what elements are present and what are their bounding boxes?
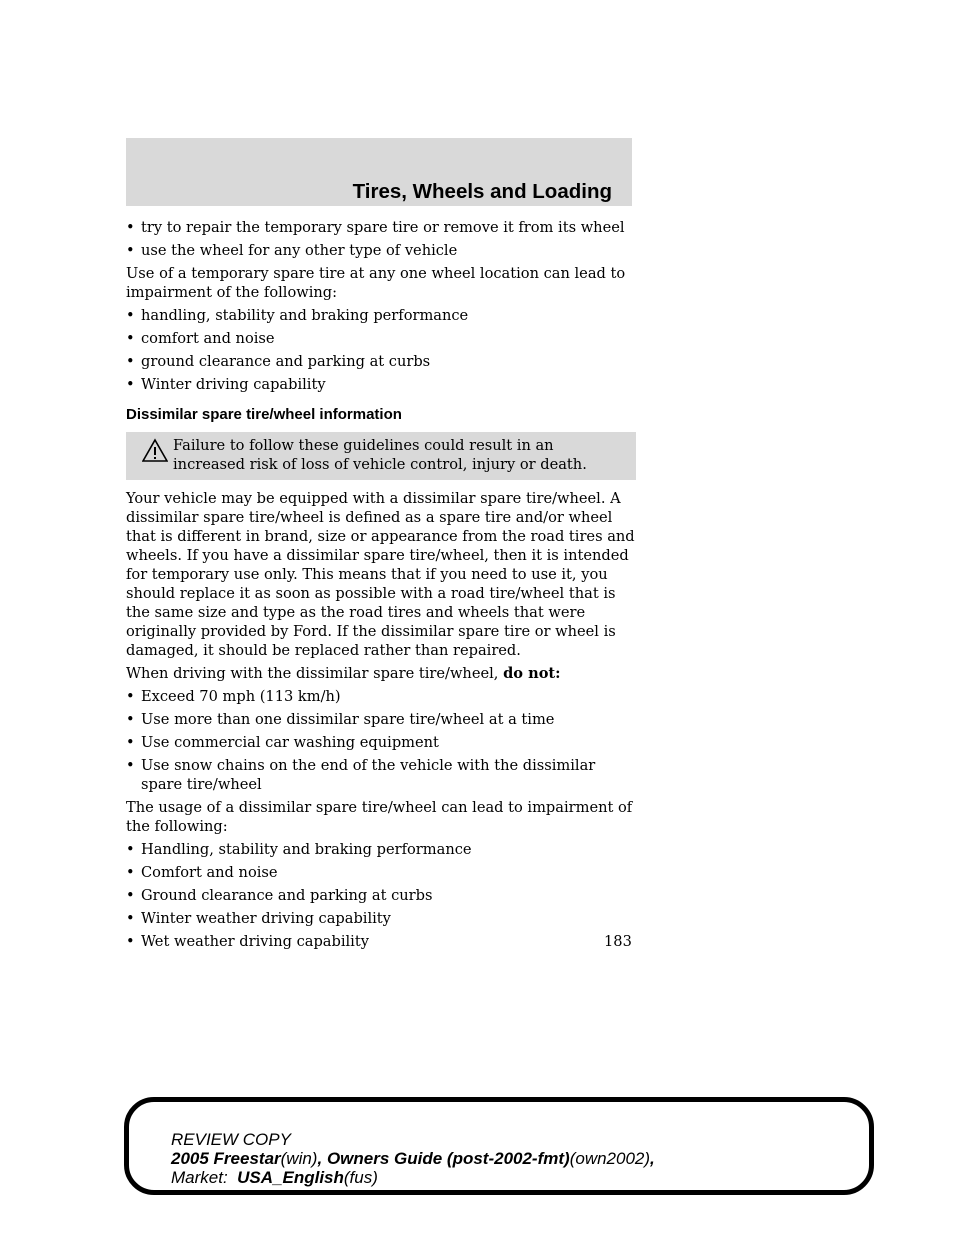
bullet-icon: • [126,910,135,927]
warning-triangle-icon [142,438,168,464]
list-item: • Use snow chains on the end of the vehicle with the dissimilar spare tire/wheel [126,757,596,793]
page-number: 183 [604,933,632,950]
bullet-icon: • [126,933,135,950]
bullet-icon: • [126,353,135,370]
bullet-icon: • [126,734,135,751]
dissimilar-paragraph: Your vehicle may be equipped with a dissimilar spare tire/wheel. A dissimilar spare tire/wheel is defined as a spare tire and/or wheel that is different in brand, size or appearance from the road tires and wheels. If you have a dissimilar spare tire/wheel, then it is intended for temporary use only. This means that if you need to use it, you should replace it as soon as possible with a road tire/wheel that is the same size and type as the road tires and wheels that were originally provided by Ford. If the dissimilar spare tire or wheel is damaged, it should be replaced rather than repaired. [126,490,635,659]
list-item: • ground clearance and parking at curbs [126,353,431,370]
bullet-icon: • [126,711,135,728]
bullet-icon: • [126,757,135,774]
warning-text: Failure to follow these guidelines could result in an increased risk of loss of vehicle control, injury or death. [173,437,587,473]
section-title: Tires, Wheels and Loading [352,180,612,203]
review-copy-box [124,1097,874,1195]
list-item: • comfort and noise [126,330,275,347]
bullet-icon: • [126,219,135,236]
usage-paragraph: The usage of a dissimilar spare tire/wheel can lead to impairment of the following: [126,799,633,835]
review-copy-text [171,1130,655,1187]
list-item: • Handling, stability and braking performance [126,841,472,858]
list-item: • Comfort and noise [126,864,278,881]
bullet-icon: • [126,330,135,347]
subsection-heading: Dissimilar spare tire/wheel information [126,406,402,423]
bullet-icon: • [126,688,135,705]
list-item: • use the wheel for any other type of vehicle [126,242,458,259]
review-copy-label: REVIEW COPY [171,1130,291,1149]
warning-box [126,432,636,480]
intro-paragraph: Use of a temporary spare tire at any one wheel location can lead to impairment of the following: [126,265,626,301]
bullet-icon: • [126,864,135,881]
bullet-icon: • [126,841,135,858]
section-header-band [126,138,632,206]
page-body [126,218,636,955]
review-document-line: 2005 Freestar(win), Owners Guide (post-2002-fmt)(own2002), [171,1149,655,1168]
list-item: • Ground clearance and parking at curbs [126,887,433,904]
list-item: • Winter weather driving capability [126,910,391,927]
driving-intro: When driving with the dissimilar spare tire/wheel, do not: [126,665,561,682]
list-item: • Exceed 70 mph (113 km/h) [126,688,341,705]
review-market-line: Market: USA_English(fus) [171,1168,378,1187]
list-item: • Wet weather driving capability [126,933,369,950]
bullet-icon: • [126,887,135,904]
bullet-icon: • [126,307,135,324]
bullet-icon: • [126,242,135,259]
list-item: • Use more than one dissimilar spare tire/wheel at a time [126,711,555,728]
list-item: • Winter driving capability [126,376,326,393]
list-item: • try to repair the temporary spare tire or remove it from its wheel [126,219,625,236]
do-not-emphasis: do not: [503,665,561,682]
list-item: • handling, stability and braking performance [126,307,469,324]
list-item: • Use commercial car washing equipment [126,734,439,751]
bullet-icon: • [126,376,135,393]
